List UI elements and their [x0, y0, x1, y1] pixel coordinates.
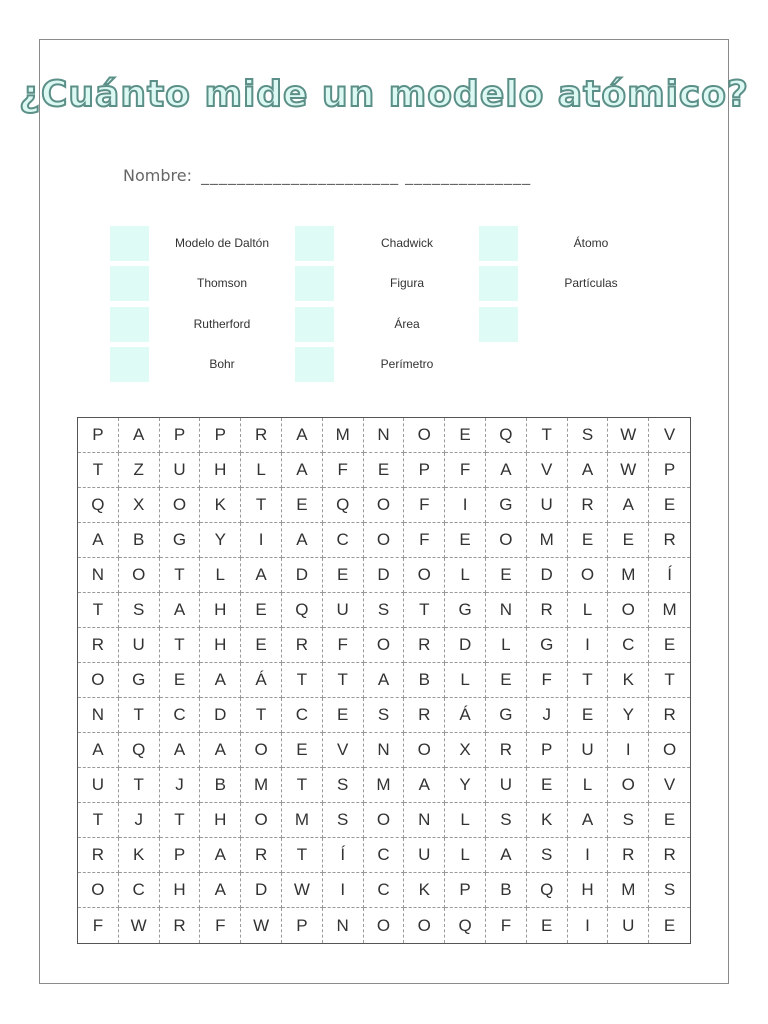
grid-letter-cell[interactable]: D [527, 558, 568, 593]
grid-letter-cell[interactable]: N [323, 908, 364, 943]
grid-letter-cell[interactable]: I [323, 873, 364, 908]
word-label: Figura [389, 276, 424, 290]
grid-letter-cell[interactable]: E [527, 908, 568, 943]
grid-letter-cell[interactable]: O [364, 628, 405, 663]
grid-letter-cell[interactable]: O [404, 908, 445, 943]
grid-letter-cell[interactable]: L [241, 453, 282, 488]
grid-letter-cell[interactable]: E [282, 488, 323, 523]
grid-letter-cell[interactable]: R [241, 418, 282, 453]
grid-letter-cell[interactable]: Q [527, 873, 568, 908]
word-label: Área [394, 317, 420, 331]
grid-letter-cell[interactable]: A [608, 488, 649, 523]
grid-letter-cell[interactable]: R [404, 698, 445, 733]
grid-letter-cell[interactable]: V [649, 768, 690, 803]
grid-letter-cell[interactable]: E [323, 558, 364, 593]
grid-letter-cell[interactable]: O [160, 488, 201, 523]
word-label: Perímetro [380, 357, 434, 371]
grid-letter-cell[interactable]: M [241, 768, 282, 803]
grid-letter-cell[interactable]: N [78, 698, 119, 733]
grid-letter-cell[interactable]: A [282, 523, 323, 558]
word-label [518, 307, 664, 342]
grid-letter-cell[interactable]: F [200, 908, 241, 943]
grid-letter-cell[interactable]: S [486, 803, 527, 838]
grid-letter-cell[interactable]: E [445, 418, 486, 453]
grid-letter-cell[interactable]: F [527, 663, 568, 698]
grid-letter-cell[interactable]: G [486, 698, 527, 733]
grid-letter-cell[interactable]: T [282, 663, 323, 698]
grid-letter-cell[interactable]: E [160, 663, 201, 698]
grid-letter-cell[interactable]: G [119, 663, 160, 698]
grid-letter-cell[interactable]: A [486, 453, 527, 488]
grid-letter-cell[interactable]: S [364, 593, 405, 628]
grid-letter-cell[interactable]: U [527, 488, 568, 523]
word-checkbox[interactable] [479, 307, 518, 342]
grid-letter-cell[interactable]: M [323, 418, 364, 453]
grid-letter-cell[interactable]: R [649, 838, 690, 873]
grid-letter-cell[interactable]: E [241, 628, 282, 663]
grid-letter-cell[interactable]: Á [241, 663, 282, 698]
grid-letter-cell[interactable]: N [78, 558, 119, 593]
grid-letter-cell[interactable]: A [282, 418, 323, 453]
grid-letter-cell[interactable]: Í [649, 558, 690, 593]
grid-letter-cell[interactable]: S [323, 803, 364, 838]
grid-letter-cell[interactable]: Y [608, 698, 649, 733]
grid-letter-cell[interactable]: H [200, 628, 241, 663]
grid-letter-cell[interactable]: I [608, 733, 649, 768]
word-checkbox[interactable] [295, 226, 334, 261]
grid-letter-cell[interactable]: J [119, 803, 160, 838]
grid-letter-cell[interactable]: R [649, 698, 690, 733]
grid-letter-cell[interactable]: L [568, 593, 609, 628]
grid-letter-cell[interactable]: C [282, 698, 323, 733]
name-blank-line: ______________________ ______________ [201, 166, 532, 185]
grid-letter-cell[interactable]: T [160, 628, 201, 663]
grid-letter-cell[interactable]: L [445, 663, 486, 698]
grid-letter-cell[interactable]: P [649, 453, 690, 488]
grid-letter-cell[interactable]: H [200, 803, 241, 838]
word-checkbox[interactable] [110, 226, 149, 261]
grid-letter-cell[interactable]: U [78, 768, 119, 803]
grid-letter-cell[interactable]: F [323, 628, 364, 663]
grid-letter-cell[interactable]: R [527, 593, 568, 628]
grid-letter-cell[interactable]: J [527, 698, 568, 733]
grid-letter-cell[interactable]: K [200, 488, 241, 523]
grid-letter-cell[interactable]: L [445, 838, 486, 873]
grid-letter-cell[interactable]: M [608, 558, 649, 593]
grid-letter-cell[interactable]: O [364, 488, 405, 523]
grid-letter-cell[interactable]: K [527, 803, 568, 838]
grid-letter-cell[interactable]: S [608, 803, 649, 838]
grid-letter-cell[interactable]: R [241, 838, 282, 873]
grid-letter-cell[interactable]: O [486, 523, 527, 558]
grid-letter-cell[interactable]: T [649, 663, 690, 698]
grid-letter-cell[interactable]: M [527, 523, 568, 558]
word-search-grid [77, 417, 691, 944]
grid-letter-cell[interactable]: T [241, 488, 282, 523]
grid-letter-cell[interactable]: I [445, 488, 486, 523]
page-title: ¿Cuánto mide un modelo atómico? [19, 74, 749, 115]
grid-letter-cell[interactable]: B [404, 663, 445, 698]
grid-letter-cell[interactable]: E [649, 488, 690, 523]
grid-letter-cell[interactable]: O [568, 558, 609, 593]
grid-letter-cell[interactable]: F [404, 488, 445, 523]
grid-letter-cell[interactable]: M [364, 768, 405, 803]
grid-letter-cell[interactable]: V [649, 418, 690, 453]
grid-letter-cell[interactable]: A [282, 453, 323, 488]
grid-letter-cell[interactable]: K [404, 873, 445, 908]
grid-letter-cell[interactable]: Y [200, 523, 241, 558]
grid-letter-cell[interactable]: C [160, 698, 201, 733]
grid-letter-cell[interactable]: E [323, 698, 364, 733]
grid-letter-cell[interactable]: C [364, 838, 405, 873]
grid-letter-cell[interactable]: A [364, 663, 405, 698]
grid-letter-cell[interactable]: Q [282, 593, 323, 628]
word-checkbox[interactable] [295, 266, 334, 301]
grid-letter-cell[interactable]: N [486, 593, 527, 628]
grid-letter-cell[interactable]: F [78, 908, 119, 943]
grid-letter-cell[interactable]: M [649, 593, 690, 628]
grid-letter-cell[interactable]: E [241, 593, 282, 628]
grid-letter-cell[interactable]: A [78, 523, 119, 558]
grid-letter-cell[interactable]: T [119, 768, 160, 803]
grid-letter-cell[interactable]: W [119, 908, 160, 943]
grid-letter-cell[interactable]: Í [323, 838, 364, 873]
grid-letter-cell[interactable]: O [241, 803, 282, 838]
grid-letter-cell[interactable]: Q [323, 488, 364, 523]
grid-letter-cell[interactable]: O [364, 523, 405, 558]
grid-letter-cell[interactable]: G [445, 593, 486, 628]
grid-letter-cell[interactable]: L [200, 558, 241, 593]
grid-letter-cell[interactable]: B [486, 873, 527, 908]
grid-letter-cell[interactable]: J [160, 768, 201, 803]
word-checkbox[interactable] [110, 307, 149, 342]
grid-letter-cell[interactable]: U [404, 838, 445, 873]
grid-letter-cell[interactable]: O [364, 803, 405, 838]
grid-letter-cell[interactable]: A [119, 418, 160, 453]
grid-letter-cell[interactable]: X [445, 733, 486, 768]
word-label: Thomson [196, 276, 248, 290]
grid-letter-cell[interactable]: G [160, 523, 201, 558]
grid-letter-cell[interactable]: S [568, 418, 609, 453]
grid-letter-cell[interactable]: A [568, 453, 609, 488]
grid-letter-cell[interactable]: F [445, 453, 486, 488]
grid-letter-cell[interactable]: E [568, 523, 609, 558]
grid-letter-cell[interactable]: P [160, 418, 201, 453]
grid-letter-cell[interactable]: O [241, 733, 282, 768]
grid-letter-cell[interactable]: E [445, 523, 486, 558]
grid-letter-cell[interactable]: E [527, 768, 568, 803]
grid-letter-cell[interactable]: T [568, 663, 609, 698]
grid-letter-cell[interactable]: U [160, 453, 201, 488]
grid-letter-cell[interactable]: O [608, 593, 649, 628]
grid-letter-cell[interactable]: Q [78, 488, 119, 523]
grid-letter-cell[interactable]: H [200, 593, 241, 628]
grid-letter-cell[interactable]: N [364, 733, 405, 768]
grid-letter-cell[interactable]: U [608, 908, 649, 943]
grid-letter-cell[interactable]: A [78, 733, 119, 768]
grid-letter-cell[interactable]: A [200, 873, 241, 908]
name-label: Nombre: [123, 166, 192, 185]
grid-letter-cell[interactable]: P [282, 908, 323, 943]
word-checkbox[interactable] [110, 347, 149, 382]
grid-letter-cell[interactable]: D [200, 698, 241, 733]
grid-letter-cell[interactable]: C [323, 523, 364, 558]
grid-letter-cell[interactable]: Q [119, 733, 160, 768]
grid-letter-cell[interactable]: E [568, 698, 609, 733]
grid-letter-cell[interactable]: T [282, 768, 323, 803]
grid-letter-cell[interactable]: R [404, 628, 445, 663]
grid-letter-cell[interactable]: I [568, 908, 609, 943]
grid-letter-cell[interactable]: D [364, 558, 405, 593]
grid-letter-cell[interactable]: P [445, 873, 486, 908]
grid-letter-cell[interactable]: W [608, 453, 649, 488]
word-label: Modelo de Daltón [174, 236, 270, 250]
grid-letter-cell[interactable]: A [568, 803, 609, 838]
grid-letter-cell[interactable]: R [649, 523, 690, 558]
grid-letter-cell[interactable]: P [160, 838, 201, 873]
grid-letter-cell[interactable]: I [568, 838, 609, 873]
grid-letter-cell[interactable]: E [486, 663, 527, 698]
word-checkbox[interactable] [479, 226, 518, 261]
word-label: Partículas [564, 276, 618, 290]
grid-letter-cell[interactable]: O [404, 733, 445, 768]
grid-letter-cell[interactable]: C [608, 628, 649, 663]
grid-letter-cell[interactable]: W [608, 418, 649, 453]
grid-letter-cell[interactable]: B [119, 523, 160, 558]
grid-letter-cell[interactable]: C [119, 873, 160, 908]
grid-letter-cell[interactable]: V [527, 453, 568, 488]
grid-letter-cell[interactable]: O [649, 733, 690, 768]
grid-letter-cell[interactable]: K [119, 838, 160, 873]
word-label: Chadwick [380, 236, 434, 250]
grid-letter-cell[interactable]: E [649, 803, 690, 838]
grid-letter-cell[interactable]: R [78, 628, 119, 663]
grid-letter-cell[interactable]: E [282, 733, 323, 768]
grid-letter-cell[interactable]: K [608, 663, 649, 698]
grid-letter-cell[interactable]: F [323, 453, 364, 488]
grid-letter-cell[interactable]: P [404, 453, 445, 488]
grid-letter-cell[interactable]: R [282, 628, 323, 663]
grid-letter-cell[interactable]: C [364, 873, 405, 908]
grid-letter-cell[interactable]: O [78, 873, 119, 908]
grid-letter-cell[interactable]: A [241, 558, 282, 593]
grid-letter-cell[interactable]: Z [119, 453, 160, 488]
grid-letter-cell[interactable]: G [527, 628, 568, 663]
grid-letter-cell[interactable]: D [241, 873, 282, 908]
grid-letter-cell[interactable]: O [404, 418, 445, 453]
grid-letter-cell[interactable]: T [78, 593, 119, 628]
grid-letter-cell[interactable]: N [404, 803, 445, 838]
word-label: Bohr [209, 357, 235, 371]
grid-letter-cell[interactable]: T [323, 663, 364, 698]
grid-letter-cell[interactable]: L [445, 803, 486, 838]
grid-letter-cell[interactable]: U [119, 628, 160, 663]
grid-letter-cell[interactable]: H [568, 873, 609, 908]
grid-letter-cell[interactable]: M [608, 873, 649, 908]
grid-letter-cell[interactable]: I [241, 523, 282, 558]
grid-letter-cell[interactable]: S [364, 698, 405, 733]
grid-letter-cell[interactable]: R [160, 908, 201, 943]
grid-letter-cell[interactable]: L [445, 558, 486, 593]
word-label: Átomo [573, 236, 609, 250]
grid-letter-cell[interactable]: A [160, 593, 201, 628]
grid-letter-cell[interactable]: A [486, 838, 527, 873]
grid-letter-cell[interactable]: I [568, 628, 609, 663]
grid-letter-cell[interactable]: S [323, 768, 364, 803]
grid-letter-cell[interactable]: N [364, 418, 405, 453]
grid-letter-cell[interactable]: O [119, 558, 160, 593]
grid-letter-cell[interactable]: B [200, 768, 241, 803]
grid-letter-cell[interactable]: O [404, 558, 445, 593]
grid-letter-cell[interactable]: T [527, 418, 568, 453]
grid-letter-cell[interactable]: O [364, 908, 405, 943]
grid-letter-cell[interactable]: W [241, 908, 282, 943]
grid-letter-cell[interactable]: Y [445, 768, 486, 803]
grid-letter-cell[interactable]: S [527, 838, 568, 873]
word-checkbox[interactable] [110, 266, 149, 301]
grid-letter-cell[interactable]: A [200, 663, 241, 698]
grid-letter-cell[interactable]: W [282, 873, 323, 908]
grid-letter-cell[interactable]: T [160, 558, 201, 593]
grid-letter-cell[interactable]: F [486, 908, 527, 943]
grid-letter-cell[interactable]: Q [486, 418, 527, 453]
grid-letter-cell[interactable]: Á [445, 698, 486, 733]
grid-letter-cell[interactable]: T [404, 593, 445, 628]
grid-letter-cell[interactable]: U [486, 768, 527, 803]
grid-letter-cell[interactable]: E [608, 523, 649, 558]
grid-letter-cell[interactable]: G [486, 488, 527, 523]
grid-letter-cell[interactable]: P [527, 733, 568, 768]
grid-letter-cell[interactable]: O [608, 768, 649, 803]
grid-letter-cell[interactable]: S [119, 593, 160, 628]
word-label: Rutherford [193, 317, 251, 331]
grid-letter-cell[interactable]: V [323, 733, 364, 768]
grid-letter-cell[interactable]: H [200, 453, 241, 488]
word-checkbox[interactable] [479, 266, 518, 301]
grid-letter-cell[interactable]: U [568, 733, 609, 768]
grid-letter-cell[interactable]: E [486, 558, 527, 593]
grid-letter-cell[interactable]: A [200, 838, 241, 873]
grid-letter-cell[interactable]: R [568, 488, 609, 523]
grid-letter-cell[interactable]: E [364, 453, 405, 488]
grid-letter-cell[interactable]: U [323, 593, 364, 628]
grid-letter-cell[interactable]: H [160, 873, 201, 908]
grid-letter-cell[interactable]: A [160, 733, 201, 768]
grid-letter-cell[interactable]: F [404, 523, 445, 558]
grid-letter-cell[interactable]: Q [445, 908, 486, 943]
grid-letter-cell[interactable]: T [241, 698, 282, 733]
grid-letter-cell[interactable]: A [404, 768, 445, 803]
grid-letter-cell[interactable]: R [78, 838, 119, 873]
grid-letter-cell[interactable]: L [568, 768, 609, 803]
grid-letter-cell[interactable]: R [608, 838, 649, 873]
grid-letter-cell[interactable]: E [649, 628, 690, 663]
word-checkbox[interactable] [295, 347, 334, 382]
grid-letter-cell[interactable]: O [78, 663, 119, 698]
grid-letter-cell[interactable]: P [78, 418, 119, 453]
grid-letter-cell[interactable]: E [663, 915, 676, 935]
grid-letter-cell[interactable]: L [486, 628, 527, 663]
grid-letter-cell[interactable]: P [200, 418, 241, 453]
grid-letter-cell[interactable]: D [282, 558, 323, 593]
grid-letter-cell[interactable]: T [78, 803, 119, 838]
name-field [123, 166, 531, 185]
grid-letter-cell[interactable]: M [282, 803, 323, 838]
grid-letter-cell[interactable]: D [445, 628, 486, 663]
grid-letter-cell[interactable]: A [200, 733, 241, 768]
word-checkbox[interactable] [295, 307, 334, 342]
grid-letter-cell[interactable]: T [160, 803, 201, 838]
grid-letter-cell[interactable]: R [486, 733, 527, 768]
grid-letter-cell[interactable]: X [119, 488, 160, 523]
grid-letter-cell[interactable]: S [649, 873, 690, 908]
grid-letter-cell[interactable]: T [78, 453, 119, 488]
grid-letter-cell[interactable]: T [119, 698, 160, 733]
grid-letter-cell[interactable]: T [282, 838, 323, 873]
